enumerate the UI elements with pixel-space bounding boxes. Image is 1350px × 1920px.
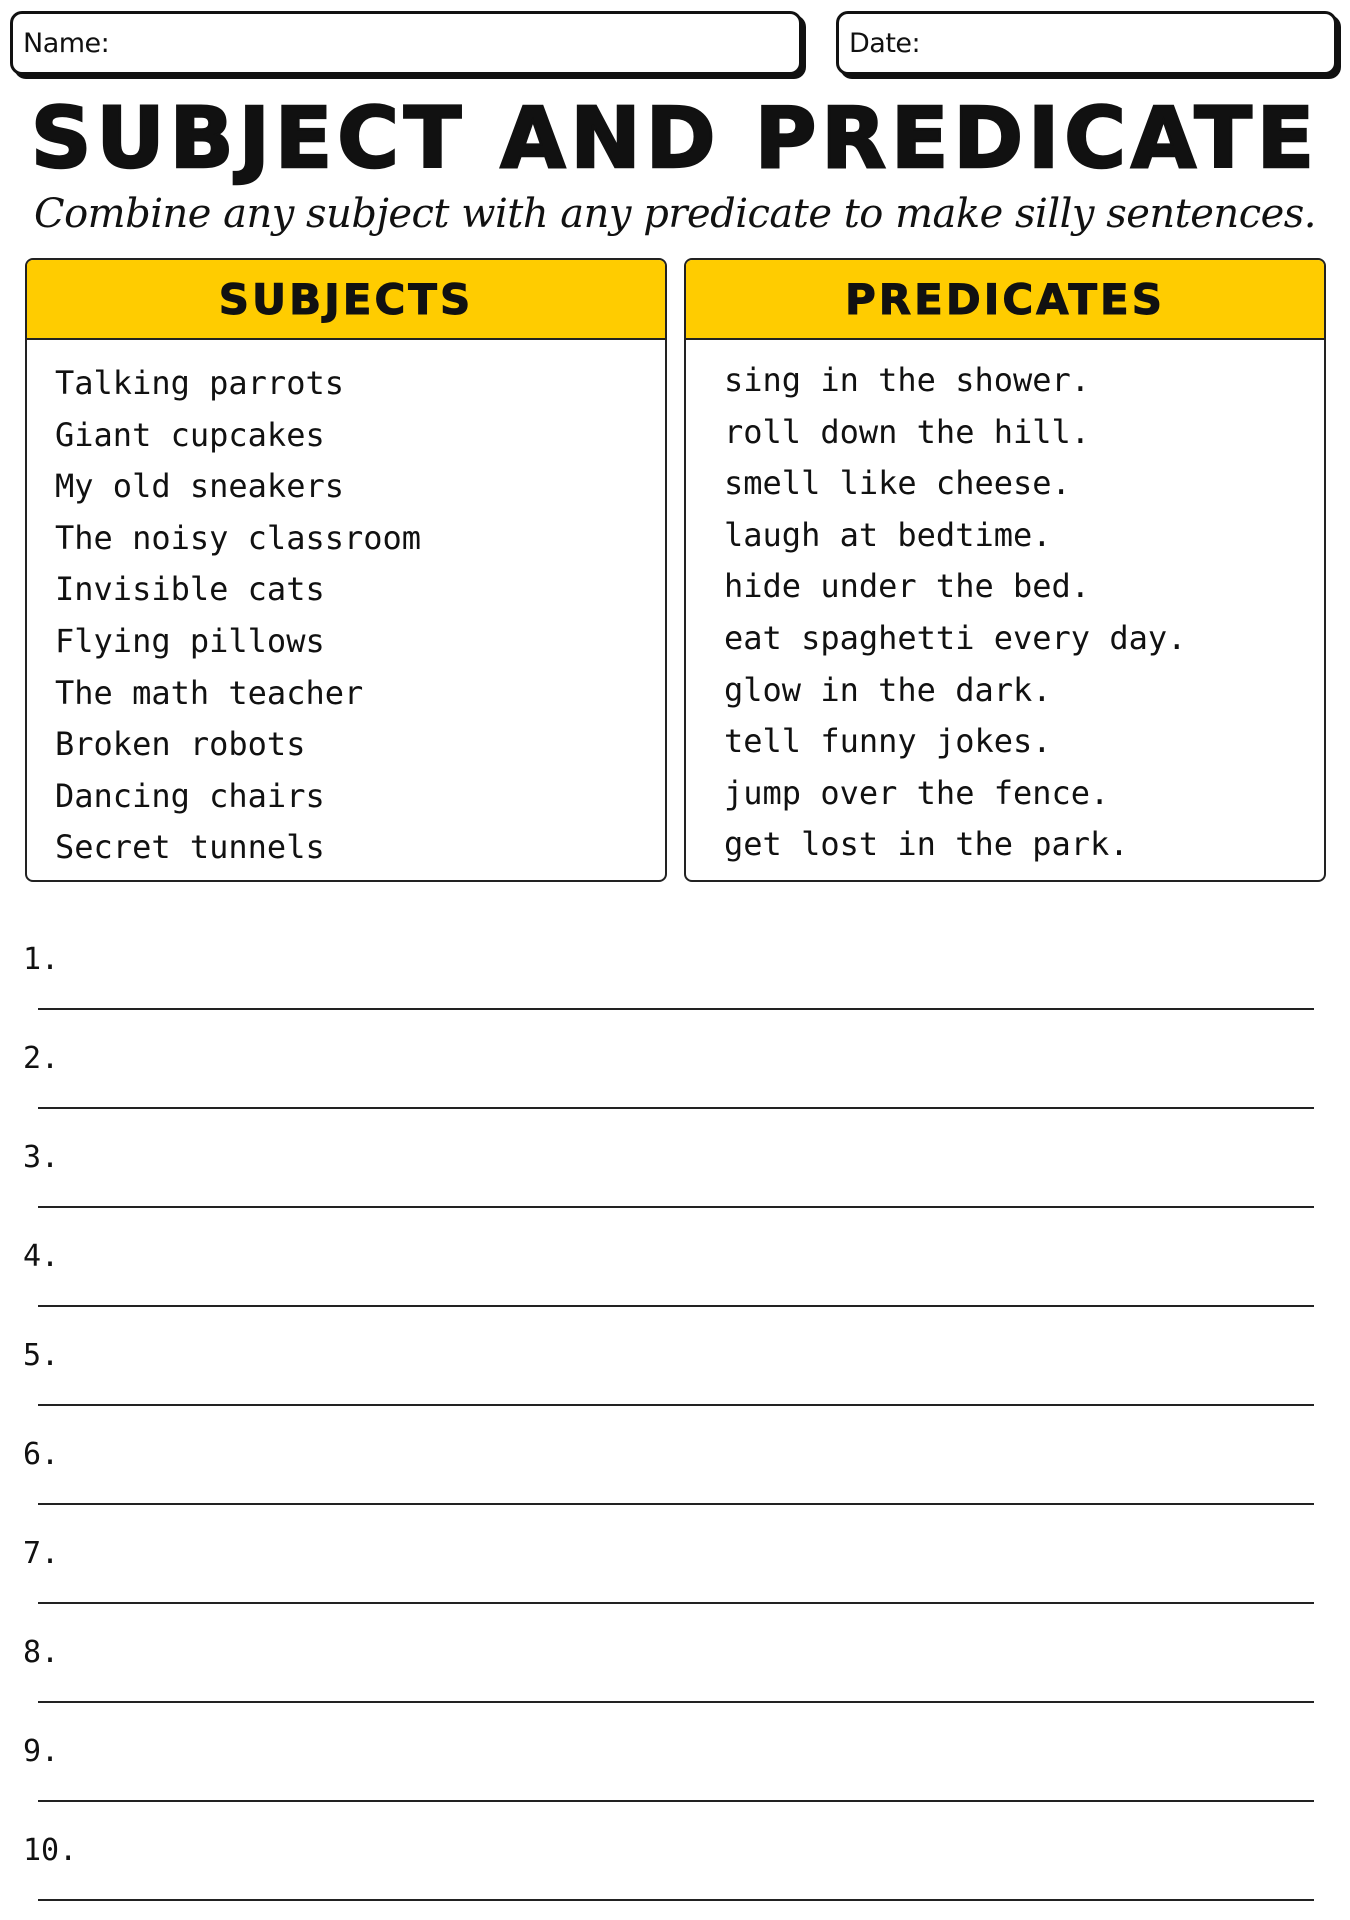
page-title: SUBJECT AND PREDICATE — [30, 89, 1320, 187]
subject-item: Giant cupcakes — [55, 415, 325, 454]
writing-line[interactable] — [38, 1899, 1314, 1901]
subjects-heading: SUBJECTS — [27, 260, 665, 340]
subjects-box — [25, 258, 667, 882]
answer-number: 5. — [23, 1338, 60, 1373]
predicate-item: jump over the fence. — [724, 773, 1110, 812]
subject-item: Invisible cats — [55, 570, 325, 609]
answer-row[interactable] — [0, 903, 1350, 1002]
predicate-item: sing in the shower. — [724, 361, 1091, 399]
answer-section — [0, 903, 1350, 1893]
answer-number: 7. — [23, 1536, 60, 1571]
answer-row[interactable] — [0, 1398, 1350, 1497]
predicate-item: get lost in the park. — [724, 825, 1129, 864]
name-field[interactable] — [10, 11, 802, 75]
subjects-list — [55, 358, 421, 874]
subject-item: My old sneakers — [55, 467, 344, 506]
answer-number: 1. — [23, 942, 60, 977]
answer-number: 4. — [23, 1239, 60, 1274]
answer-number: 8. — [23, 1635, 60, 1670]
subject-item: Talking parrots — [55, 364, 344, 402]
predicates-heading: PREDICATES — [686, 260, 1324, 340]
date-field[interactable] — [836, 11, 1337, 75]
predicate-item: roll down the hill. — [724, 412, 1091, 451]
answer-row[interactable] — [0, 1794, 1350, 1893]
answer-number: 6. — [23, 1437, 60, 1472]
answer-row[interactable] — [0, 1695, 1350, 1794]
answer-number: 10. — [23, 1833, 78, 1868]
predicate-item: hide under the bed. — [724, 567, 1091, 606]
predicate-item: smell like cheese. — [724, 464, 1071, 503]
subject-item: The noisy classroom — [55, 518, 422, 557]
subject-item: Secret tunnels — [55, 828, 325, 867]
predicates-list — [724, 355, 1186, 871]
answer-row[interactable] — [0, 1101, 1350, 1200]
answer-number: 9. — [23, 1734, 60, 1769]
answer-number: 3. — [23, 1140, 60, 1175]
answer-row[interactable] — [0, 1299, 1350, 1398]
predicate-item: glow in the dark. — [724, 670, 1052, 709]
answer-number: 2. — [23, 1041, 60, 1076]
answer-row[interactable] — [0, 1002, 1350, 1101]
predicates-box — [684, 258, 1326, 882]
date-label: Date: — [849, 28, 921, 59]
instructions: Combine any subject with any predicate to make silly sentences. — [33, 191, 1317, 237]
predicate-item: tell funny jokes. — [724, 722, 1052, 761]
answer-row[interactable] — [0, 1497, 1350, 1596]
subject-item: Dancing chairs — [55, 776, 325, 815]
predicate-item: laugh at bedtime. — [724, 515, 1052, 554]
subject-item: The math teacher — [55, 673, 364, 712]
answer-row[interactable] — [0, 1596, 1350, 1695]
predicate-item: eat spaghetti every day. — [724, 618, 1187, 657]
answer-row[interactable] — [0, 1200, 1350, 1299]
subject-item: Flying pillows — [55, 621, 325, 660]
name-label: Name: — [23, 28, 110, 59]
subject-item: Broken robots — [55, 725, 306, 764]
